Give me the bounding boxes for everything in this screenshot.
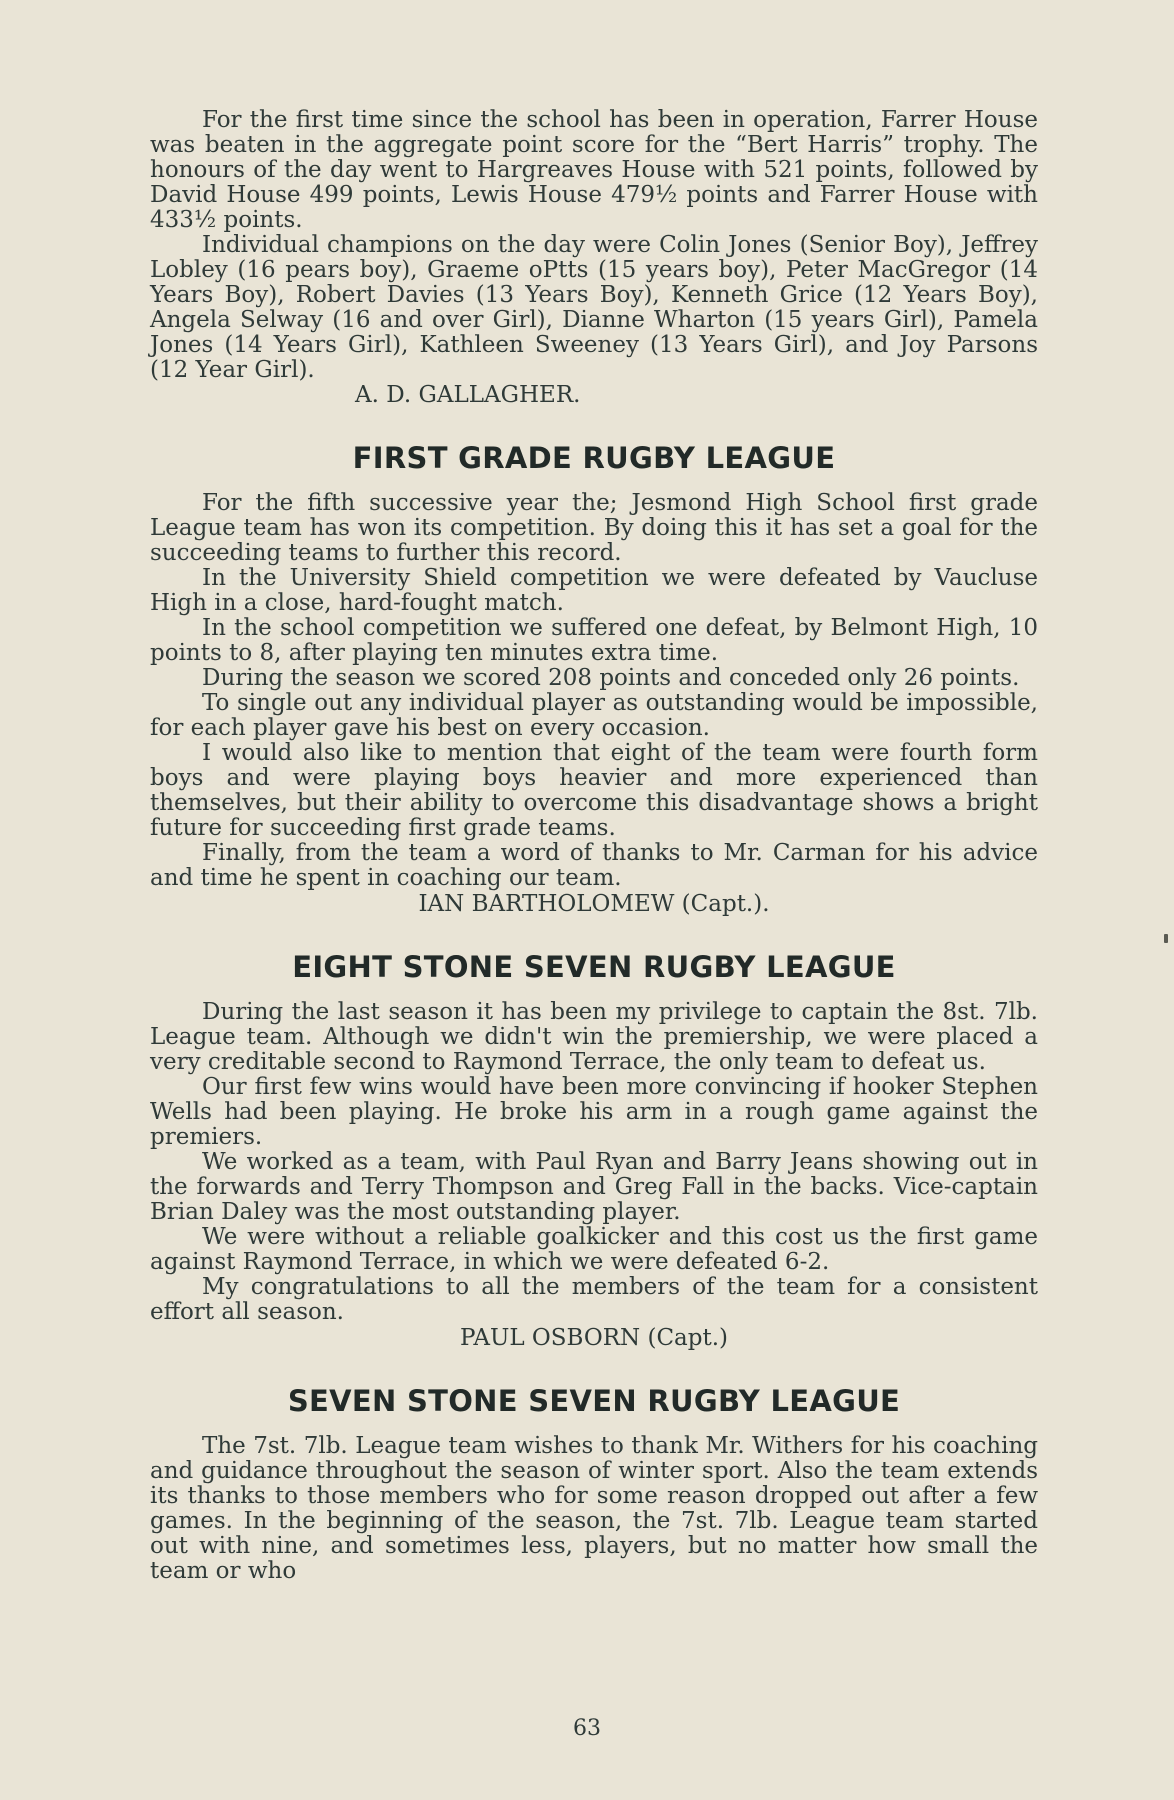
paragraph: During the season we scored 208 points and conceded only 26 points. bbox=[202, 665, 1020, 691]
paragraph: To single out any individual player as outstanding would be impossible, for each player gave his best on every occasion. bbox=[150, 690, 1038, 741]
paragraph: For the fifth successive year the; Jesmond High School first grade League team has won its competition. By doing this it has set a goal for the succeeding teams to further this record. bbox=[150, 490, 1038, 566]
author-signature: PAUL OSBORN (Capt.) bbox=[459, 1325, 729, 1351]
paragraph: Our first few wins would have been more convincing if hooker Stephen Wells had been playing. He broke his arm in a rough game against the premiers. bbox=[150, 1074, 1038, 1150]
section-heading: SEVEN STONE SEVEN RUGBY LEAGUE bbox=[287, 1384, 901, 1418]
paragraph: During the last season it has been my privilege to captain the 8st. 7lb. League team. Although we didn't win the premiership, we were placed a very creditable second to Raymond Terrace, the only team to defeat us. bbox=[150, 999, 1038, 1075]
paragraph: For the first time since the school has been in operation, Farrer House was beaten in the aggregate point score for the “Bert Harris” trophy. The honours of the day went to Hargreaves House with 521 points, followed by David House 499 points, Lewis House 479½ points and Farrer House with 433½ points. bbox=[150, 107, 1038, 233]
paragraph: The 7st. 7lb. League team wishes to thank Mr. Withers for his coaching and guidance throughout the season of winter sport. Also the team extends its thanks to those members who for some reason dropped out after a few games. In the beginning of the season, the 7st. 7lb. League team started out with nine, and sometimes less, players, but no matter how small the team or who bbox=[150, 1433, 1038, 1584]
section-eight-stone-seven-rugby-league bbox=[150, 950, 1038, 1351]
page-number: 63 bbox=[573, 1716, 601, 1741]
paragraph: We worked as a team, with Paul Ryan and Barry Jeans showing out in the forwards and Terry Thompson and Greg Fall in the backs. Vice-captain Brian Daley was the most outstanding player. bbox=[150, 1149, 1038, 1225]
paragraph: My congratulations to all the members of the team for a consistent effort all season. bbox=[150, 1274, 1038, 1325]
section-heading: FIRST GRADE RUGBY LEAGUE bbox=[352, 441, 836, 475]
section-seven-stone-seven-rugby-league bbox=[150, 1384, 1038, 1584]
paragraph: We were without a reliable goalkicker and this cost us the first game against Raymond Terrace, in which we were defeated 6-2. bbox=[150, 1224, 1038, 1275]
section-heading: EIGHT STONE SEVEN RUGBY LEAGUE bbox=[292, 950, 896, 984]
paragraph: In the University Shield competition we were defeated by Vaucluse High in a close, hard-fought match. bbox=[150, 565, 1038, 616]
paragraph: Finally, from the team a word of thanks to Mr. Carman for his advice and time he spent in coaching our team. bbox=[150, 840, 1038, 891]
paragraph: Individual champions on the day were Colin Jones (Senior Boy), Jeffrey Lobley (16 pears boy), Graeme oPtts (15 years boy), Peter MacGregor (14 Years Boy), Robert Davies (13 Years Boy), Kenneth Grice (12 Years Boy), Angela Selway (16 and over Girl), Dianne Wharton (15 years Girl), Pamela Jones (14 Years Girl), Kathleen Sweeney (13 Years Girl), and Joy Parsons (12 Year Girl). bbox=[150, 232, 1038, 383]
author-signature: A. D. GALLAGHER. bbox=[355, 382, 581, 408]
section-first-grade-rugby-league bbox=[150, 441, 1038, 917]
author-signature: IAN BARTHOLOMEW (Capt.). bbox=[418, 891, 770, 917]
print-speck bbox=[1164, 934, 1168, 943]
paragraph: I would also like to mention that eight of the team were fourth form boys and were playing boys heavier and more experienced than themselves, but their ability to overcome this disadvantage shows a bright future for succeeding first grade teams. bbox=[150, 740, 1038, 841]
section-athletics-results bbox=[150, 108, 1038, 408]
page-content bbox=[150, 108, 1038, 1584]
paragraph: In the school competition we suffered one defeat, by Belmont High, 10 points to 8, after playing ten minutes extra time. bbox=[150, 615, 1038, 666]
